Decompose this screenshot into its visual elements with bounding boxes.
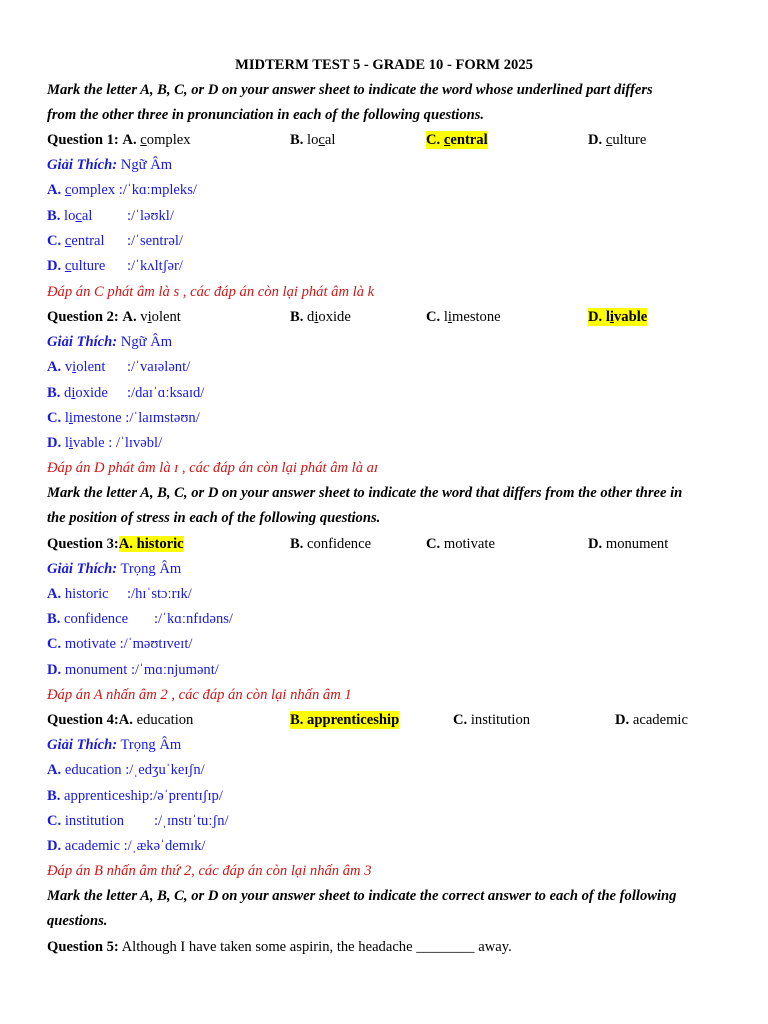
question-4-row: Question 4:A. education B. apprenticeship C. institution D. academic [47, 712, 688, 728]
question-4-option-c[interactable]: C. institution [453, 712, 531, 728]
instruction-correct-answer-line1: Mark the letter A, B, C, or D on your answer sheet to indicate the correct answer to each of the following [47, 888, 677, 904]
question-2-option-d-answer[interactable]: D. livable [588, 309, 648, 325]
question-2-explanation-b: B. dioxide :/daɪˈɑːksaɪd/ [47, 385, 205, 401]
question-1-explanation-b: B. local :/ˈləʊkl/ [47, 208, 174, 224]
question-3-label: Question 3: [47, 536, 119, 552]
question-4-explanation-d: D. academic :/ˌækəˈdemɪk/ [47, 838, 206, 854]
question-5-label: Question 5: [47, 939, 119, 955]
question-3-option-d[interactable]: D. monument [588, 536, 669, 552]
question-2-explanation-d: D. livable : /ˈlɪvəbl/ [47, 435, 163, 451]
question-1-option-b[interactable]: B. local [290, 132, 336, 148]
question-2-option-c[interactable]: C. limestone [426, 309, 501, 325]
question-2-row: Question 2: A. violent B. dioxide C. limestone D. livable [47, 309, 648, 325]
instruction-correct-answer-line2: questions. [47, 913, 108, 929]
instruction-stress-line1: Mark the letter A, B, C, or D on your answer sheet to indicate the word that differs from the other three in [47, 485, 683, 501]
page-title: MIDTERM TEST 5 - GRADE 10 - FORM 2025 [235, 57, 533, 73]
question-2-label: Question 2: [47, 309, 119, 325]
question-3-explanation-c: C. motivate :/ˈməʊtɪveɪt/ [47, 636, 193, 652]
question-2-explanation-heading: Giải Thích: Ngữ Âm [47, 334, 173, 350]
question-2-explanation-a: A. violent :/ˈvaɪələnt/ [47, 359, 191, 375]
question-3-explanation-heading: Giải Thích: Trọng Âm [47, 561, 182, 577]
question-3-option-c[interactable]: C. motivate [426, 536, 495, 552]
question-4-option-a[interactable]: education [136, 712, 194, 728]
question-4-label: Question 4: [47, 712, 119, 728]
question-2-option-a[interactable]: violent [140, 309, 181, 325]
question-3-option-a-answer[interactable]: A. historic [118, 536, 184, 552]
question-4-explanation-c: C. institution :/ˌɪnstɪˈtuːʃn/ [47, 813, 229, 829]
instruction-pronunciation-line1: Mark the letter A, B, C, or D on your answer sheet to indicate the word whose underlined part differs [47, 82, 653, 98]
question-5-text: Although I have taken some aspirin, the headache ________ away. [121, 939, 512, 955]
question-4-explanation-b: B. apprenticeship:/əˈprentɪʃɪp/ [47, 788, 223, 804]
question-3-row [47, 535, 747, 553]
question-3-answer-note: Đáp án A nhấn âm 2 , các đáp án còn lại nhấn âm 1 [47, 687, 352, 703]
question-3-explanation-a: A. historic :/hɪˈstɔːrɪk/ [47, 586, 192, 602]
question-1-explanation-heading: Giải Thích: Ngữ Âm [47, 157, 173, 173]
question-2-explanation-c: C. limestone :/ˈlaɪmstəʊn/ [47, 410, 200, 426]
instruction-stress-line2: the position of stress in each of the following questions. [47, 510, 381, 526]
question-1-row: Question 1: A. complex B. local C. central D. culture [47, 132, 647, 148]
question-4-answer-note: Đáp án B nhấn âm thứ 2, các đáp án còn lại nhấn âm 3 [47, 863, 372, 879]
instruction-pronunciation-line2: from the other three in pronunciation in each of the following questions. [47, 107, 485, 123]
question-4-option-d[interactable]: D. academic [615, 712, 688, 728]
question-4-explanation-heading: Giải Thích: Trọng Âm [47, 737, 182, 753]
question-1-explanation-c: C. central :/ˈsentrəl/ [47, 233, 183, 249]
question-2-answer-note: Đáp án D phát âm là ɪ , các đáp án còn lại phát âm là aɪ [47, 460, 378, 476]
question-3-option-b[interactable]: B. confidence [290, 536, 372, 552]
question-4-explanation-a: A. education :/ˌedʒuˈkeɪʃn/ [47, 762, 205, 778]
question-2-option-b[interactable]: B. dioxide [290, 309, 351, 325]
question-1-explanation-a: A. complex :/ˈkɑːmpleks/ [47, 182, 197, 198]
question-1-label: Question 1: [47, 132, 119, 148]
question-1-option-d[interactable]: D. culture [588, 132, 647, 148]
question-3-explanation-b: B. confidence :/ˈkɑːnfɪdəns/ [47, 611, 233, 627]
question-1-answer-note: Đáp án C phát âm là s , các đáp án còn lại phát âm là k [47, 284, 375, 300]
question-5-row [47, 938, 512, 956]
question-4-option-b-answer[interactable]: B. apprenticeship [290, 712, 400, 728]
question-1-option-a[interactable]: complex [140, 132, 191, 148]
question-1-explanation-d: D. culture :/ˈkʌltʃər/ [47, 258, 183, 274]
question-1-option-c-answer[interactable]: C. central [426, 132, 488, 148]
question-3-explanation-d: D. monument :/ˈmɑːnjumənt/ [47, 662, 219, 678]
